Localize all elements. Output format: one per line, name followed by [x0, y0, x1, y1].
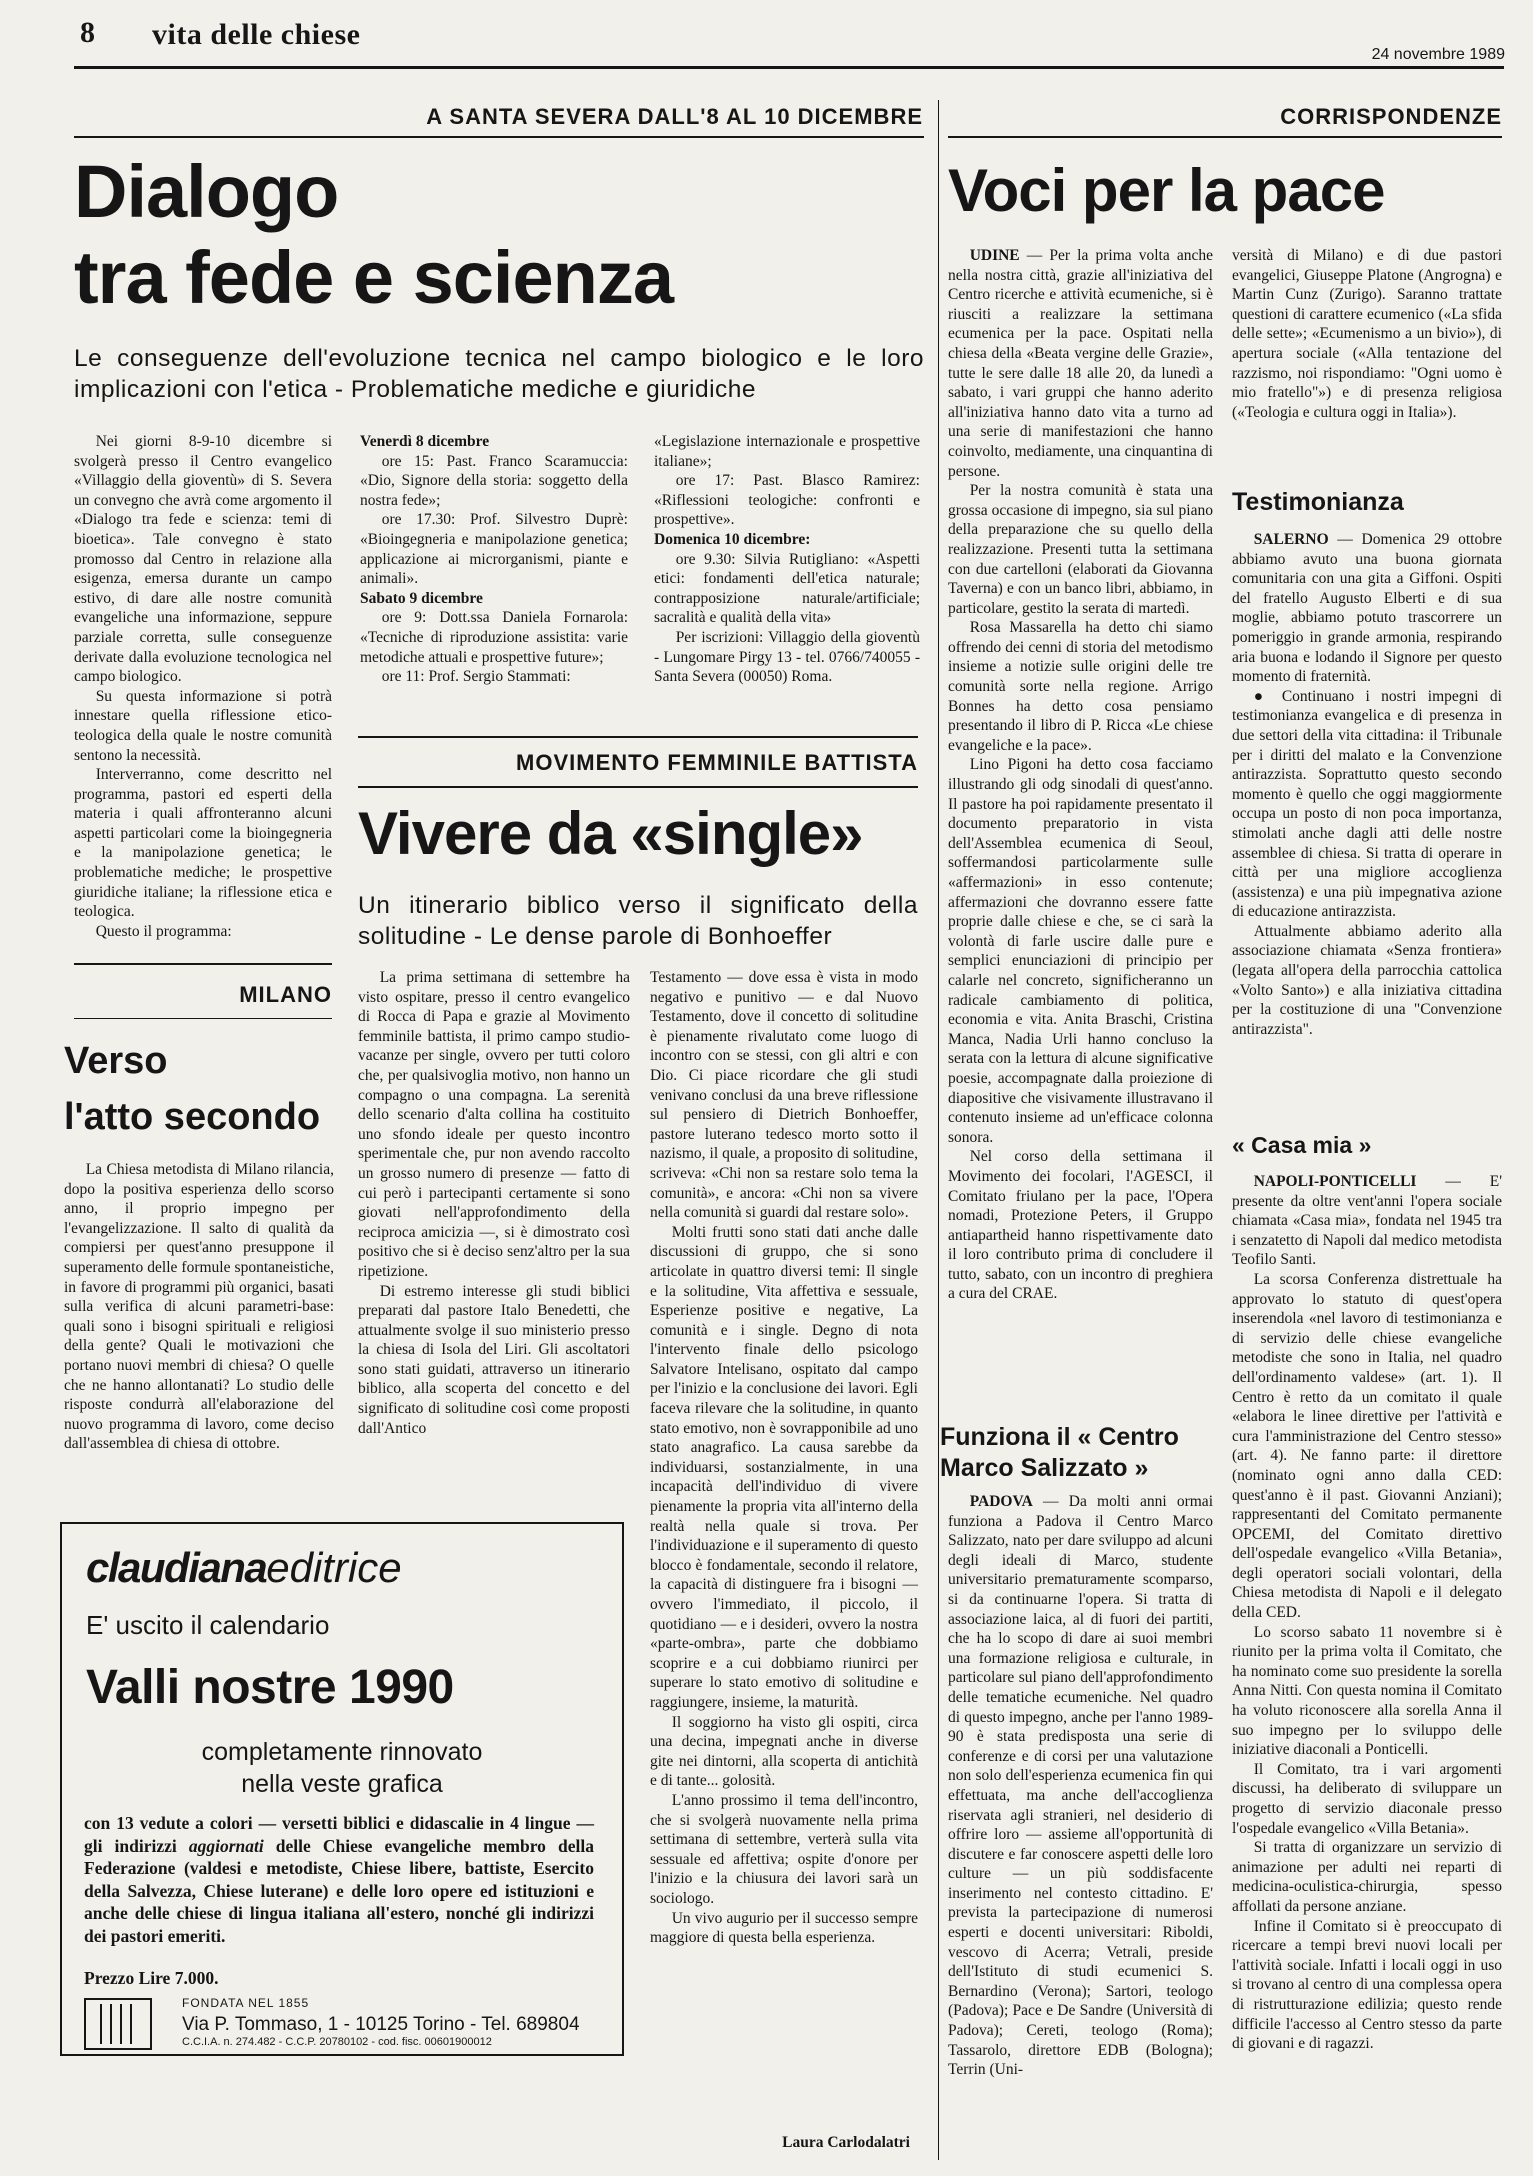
- ad-codes: C.C.I.A. n. 274.482 - C.C.P. 20780102 - cod. fisc. 00601900012: [182, 2036, 492, 2048]
- paragraph: Lino Pigoni ha detto cosa facciamo illustrando gli odg sinodali di quest'anno. Il pastore ha poi rapidamente presentato il documento preparatorio in vista dell'Assemblea ecumenica di Seoul, soffermandosi particolarmente sulle «affermazioni» in esso contenute; affermazioni che dovranno essere fatte proprie dalle chiese e che, se ci sarà la volontà di farle uscire dalle pure e semplici enunciazioni di principio per calarle nel concreto, significheranno un radicale cambiamento di politica, economia e vita. Anita Braschi, Cristina Manca, Nadia Urli hanno concluso la serata con la lettura di alcune significative poesie, accompagnate dalla proiezione di diapositive che visivamente illustravano il contenuto insieme ad un'efficace colonna sonora.: [948, 756, 1213, 1146]
- padova-title: Funziona il « Centro Marco Salizzato »: [940, 1423, 1179, 1482]
- program-item: ore 17.30: Prof. Silvestro Duprè: «Bioingegneria e manipolazione genetica; applicazione ai microrganismi, piante e animali».: [360, 511, 628, 588]
- program-day-heading: Sabato 9 dicembre: [360, 589, 483, 607]
- ad-headline: Valli nostre 1990: [86, 1661, 454, 1714]
- paragraph: Molti frutti sono stati dati anche dalle discussioni di gruppo, che si sono articolate in quattro diversi temi: Il single e la solitudine, Vita affettiva e sessuale, Esperienze positive e negative, La comunità e i single. Degno di nota l'intervento finale dello psicologo Salvatore Intelisano, ospitato dal campo per l'inizio e la conclusione dei lavori. Egli faceva rilevare che la solitudine, in quanto stato emotivo, non è sovrapponibile ad uno stato anagrafico. La causa sarebbe da individuarsi, sostanzialmente, in una incapacità dell'individuo di vivere pienamente la propria vita all'interno della realtà nella quale si trova. Per l'individuazione e il superamento di questo blocco è fondamentale, secondo il relatore, la capacità di distinguere fra i bisogni — ovvero l'immediato, il piccolo, il quotidiano — e i desideri, ovvero la nostra «parte-ombra», parte che dobbiamo scoprire e a cui dobbiamo riunirci per superare lo stato emotivo di solitudine e raggiungere, insieme, la maturità.: [650, 1223, 918, 1711]
- milano-body: [64, 1160, 334, 1454]
- paragraph: UDINE — Per la prima volta anche nella nostra città, grazie all'iniziativa del Centro ricerche e attività ecumeniche, si è riusciti a realizzare la settimana ecumenica per la pace. Ospitati nella chiesa della «Beata vergine delle Grazie», tutte le sere dalle 18 alle 20, da lunedì a sabato, i vari gruppi che hanno aderito all'iniziativa hanno dato vita a turno ad una serie di manifestazioni che hanno coinvolto, mediamente, una cinquantina di persone.: [948, 247, 1214, 480]
- dateline: NAPOLI-PONTICELLI: [1253, 1173, 1417, 1190]
- single-signature: Laura Carlodalatri: [782, 2134, 910, 2151]
- ad-logo-stroke: [110, 2004, 112, 2044]
- paragraph: Per la nostra comunità è stata una grossa occasione di impegno, sia sul piano della preparazione che su quello della realizzazione. Presenti tutta la settimana con due cartelloni (elaborati da Giovanna Taverna) e con un banco libri, abbiamo, in particolare, gestito la serata di martedì.: [948, 482, 1213, 617]
- paragraph: PADOVA — Da molti anni ormai funziona a Padova il Centro Marco Salizzato, nato per dare sviluppo ad alcuni degli ideali di Marco, studente universitario prematuramente scomparso, si da continuarne l'opera. Si tratta di associazione laica, al di fuori dei partiti, che ha lo scopo di dare ai suoi membri una formazione religiosa e culturale, in particolare sul piano dell'approfondimento delle tematiche ecumeniche. Nel quadro di questo impegno, anche per l'anno 1989-90 è stata predisposta una serie di conferenze e di corsi per una valutazione non solo dell'esperienza ecumenica fin qui effettuata, ma anche dell'accoglienza riservata agli stranieri, nel desiderio di offrire loro — assieme all'opportunità di discutere e far conoscere aspetti delle loro culture — un più soddisfacente inserimento nel contesto cittadino. E' prevista la partecipazione di numerosi esperti e docenti universitari: Riboldi, vescovo di Acerra; Vetrali, preside dell'Istituto di studi ecumenici S. Bernardino (Verona); Sartori, teologo (Padova); Pace e De Sandre (Università di Padova); Cereti, teologo (Roma); Tassarolo, direttore EDB (Bologna); Terrin (Uni-: [948, 1493, 1213, 2079]
- paragraph: Su questa informazione si potrà innestare quella riflessione etico-teologica della quale le nostre comunità sentono la necessità.: [74, 687, 332, 764]
- paragraph: Il Comitato, tra i vari argomenti discussi, ha deliberato di sviluppare un progetto di servizio diaconale presso l'ospedale evangelico «Villa Betania».: [1232, 1760, 1502, 1837]
- paragraph: La Chiesa metodista di Milano rilancia, dopo la positiva esperienza dello scorso anno, il proprio impegno per l'evangelizzazione. Il salto di qualità da compiersi per quest'anno presuppone il superamento delle formule spontaneistiche, in favore di programmi più organici, basati sulla verifica di alcuni parametri-base: quali sono i bisogni spirituali e religiosi della gente? Quali le motivazioni che portano nuovi membri di chiesa? O quelle che ne hanno allontanati? Lo studio delle risposte condurrà all'elaborazione del nuovo programma di lavoro, come deciso dall'assemblea di chiesa di ottobre.: [64, 1161, 334, 1453]
- pace-col2: [1232, 246, 1502, 422]
- dialogo-kicker: A SANTA SEVERA DALL'8 AL 10 DICEMBRE: [426, 104, 923, 129]
- program-item: ore 11: Prof. Sergio Stammati:: [381, 668, 571, 686]
- ad-brand-bold: claudiana: [86, 1544, 267, 1591]
- paragraph: Testamento — dove essa è vista in modo negativo e punitivo — e dal Nuovo Testamento, dove il concetto di solitudine è pienamente rivalutato come luogo di incontro con se stessi, con gli altri e con Dio. Ci piace ricordare che gli studi venivano conclusi da una breve riflessione sul pensiero di Dietrich Bonhoeffer, pastore luterano tedesco morto sotto il nazismo, il quale, a proposito di solitudine, scriveva: «Chi non sa restare solo tema la comunità», e ancora: «Chi non sa vivere nella comunità si guardi dal restare solo».: [650, 969, 918, 1222]
- ad-brand: [86, 1544, 402, 1592]
- column-divider: [938, 100, 939, 2160]
- ad-logo-stroke: [120, 2004, 122, 2044]
- paragraph: Infine il Comitato si è preoccupato di ricercare a tempi brevi nuovi locali per l'attività sociale. Infatti i locali oggi in uso si trovano al centro di una complessa opera di ristrutturazione edilizia; questo rende difficile l'accesso al Centro stesso da parte di giovani e di ragazzi.: [1232, 1917, 1502, 2053]
- single-top-rule: [358, 736, 918, 738]
- dialogo-title-line2: tra fede e scienza: [74, 236, 673, 319]
- dialogo-subtitle: Le conseguenze dell'evoluzione tecnica nel campo biologico e le loro implicazioni con l'etica - Problematiche mediche e giuridiche: [74, 345, 924, 403]
- page-number: 8: [80, 16, 95, 49]
- dialogo-col1: [74, 432, 332, 941]
- paragraph: Questo il programma:: [95, 922, 232, 940]
- casa-mia-title: « Casa mia »: [1232, 1132, 1372, 1158]
- paragraph: Nel corso della settimana il Movimento dei focolari, l'AGESCI, il Comitato friulano per la pace, l'Opera nomadi, Protezione Peters, il Gruppo antiapartheid hanno rispettivamente dato il loro contributo prima di concludere il tutto, sabato, con un incontro di preghiera a cura del CRAE.: [948, 1148, 1213, 1303]
- single-col1: [358, 968, 630, 1438]
- dateline: PADOVA: [969, 1493, 1033, 1510]
- ad-line3: nella veste grafica: [241, 1770, 443, 1798]
- program-day-heading: Venerdì 8 dicembre: [360, 433, 490, 450]
- pace-title: Voci per la pace: [948, 157, 1385, 224]
- paragraph: Rosa Massarella ha detto chi siamo offrendo dei cenni di storia del metodismo insieme a notizie sulle origini delle tre comunità sorte nella regione. Arrigo Bonnes ha detto cosa pensiamo presentando il libro di P. Ricca «Le chiese evangeliche e la pace».: [948, 619, 1213, 754]
- ad-logo-frame: [84, 1998, 152, 2050]
- paragraph: Attualmente abbiamo aderito alla associazione chiamata «Senza frontiera» (legata all'opera della parrocchia cattolica «Volto Santo») e alla iniziativa cittadina per la costituzione di una "Convenzione antirazzista".: [1232, 922, 1502, 1038]
- single-col2: [650, 968, 918, 1948]
- milano-rule: [74, 1018, 332, 1019]
- milano-top-rule: [74, 963, 332, 965]
- ad-logo-stroke: [100, 2004, 102, 2044]
- paragraph: SALERNO — Domenica 29 ottobre abbiamo avuto una buona giornata comunitaria con una gita a Giffoni. Ospiti del fratello Augusto Elberti e di sua moglie, abbiamo potuto trascorrere un pomeriggio in grande armonia, respirando aria buona e lodando il Signore per questo momento di fraternità.: [1232, 531, 1502, 686]
- paragraph: versità di Milano) e di due pastori evangelici, Giuseppe Platone (Angrogna) e Martin Cunz (Zurigo). Saranno trattate questioni di carattere ecumenico («La sfida delle sette»; «Ecumenismo a un bivio»), di apertura sociale («Alla tentazione del razzismo, noi rispondiamo: "Ogni uomo è mio fratello"») e di presenza religiosa («Teologia e cultura oggi in Italia»).: [1232, 247, 1502, 421]
- pace-kicker: CORRISPONDENZE: [1280, 104, 1502, 129]
- paragraph: Interverranno, come descritto nel programma, pastori ed esperti della materia i quali affronteranno alcuni aspetti particolari come la bioingegneria e la manipolazione genetica; le problematiche mediche; le prospettive giuridiche italiane; la riflessione etica e teologica.: [74, 766, 332, 921]
- program-item: ore 9.30: Silvia Rutigliano: «Aspetti etici: fondamenti dell'etica naturale; contrapposizione naturale/artificiale; sacralità e qualità della vita»: [654, 550, 920, 627]
- ad-price: Prezzo Lire 7.000.: [84, 1968, 219, 1988]
- claudiana-ad: [60, 1522, 624, 2056]
- single-title: Vivere da «single»: [358, 800, 863, 867]
- paragraph: Nei giorni 8-9-10 dicembre si svolgerà presso il Centro evangelico «Villaggio della gioventù» di S. Severa un convegno che avrà come argomento il «Dialogo tra fede e scienza: temi di bioetica». Tale convegno è stato promosso dal Centro in relazione alla esigenza, emersa durante un campo estivo, di dare alle nostre comunità evangeliche una informazione, seppure parziale corretta, sulle conseguenze derivate dalla evoluzione tecnologica nel campo biologico.: [74, 433, 332, 686]
- paragraph: Il soggiorno ha visto gli ospiti, circa una decina, impegnati anche in diverse gite nei dintorni, alla scoperta di antichità e di tante... golosità.: [650, 1713, 918, 1790]
- testimonianza-title: Testimonianza: [1232, 488, 1404, 516]
- dialogo-col3: [654, 432, 920, 687]
- dialogo-col2: [360, 432, 628, 687]
- testimonianza-body: [1232, 530, 1502, 1039]
- ad-address: Via P. Tommaso, 1 - 10125 Torino - Tel. 689804: [182, 2014, 580, 2035]
- paragraph: Di estremo interesse gli studi biblici preparati dal pastore Italo Benedetti, che attualmente svolge il suo ministerio presso la chiesa di Isola del Liri. Gli ascoltatori sono stati guidati, attraverso un itinerario biblico, alla scoperta del concetto e del significato di solitudine così come proposti dall'Antico: [358, 1282, 630, 1437]
- padova-body: [948, 1492, 1213, 2080]
- program-item: «Legislazione internazionale e prospettive italiane»;: [654, 433, 920, 470]
- paragraph: La scorsa Conferenza distrettuale ha approvato lo statuto di quest'opera inserendola «nel lavoro di testimonianza e di servizio delle chiese evangeliche metodiste che sono in Italia, nel quadro dell'ordinamento valdese» (art. 1). Il Centro è retto da un comitato il quale «elabora le linee direttive per l'attività e cura l'amministrazione del Centro stesso» (art. 4). Ne fanno parte: il direttore (nominato ogni anno dalla CED: quest'anno è il past. Giovanni Anziani); rappresentanti del Comitato permanente OPCEMI, del Comitato direttivo dell'ospedale evangelico «Villa Betania», degli operatori sociali volontari, della Chiesa metodista di Napoli e il delegato della CED.: [1232, 1270, 1502, 1622]
- paragraph: NAPOLI-PONTICELLI — E' presente da oltre vent'anni l'opera sociale chiamata «Casa mia», fondata nel 1945 tra i senzatetto di Napoli dal medico metodista Teofilo Santi.: [1232, 1173, 1502, 1269]
- issue-date: 24 novembre 1989: [1371, 46, 1505, 63]
- ad-line2: completamente rinnovato: [201, 1738, 483, 1766]
- paragraph: ● Continuano i nostri impegni di testimonianza evangelica e di presenza in due settori della vita cittadina: il Tribunale per i diritti del malato e la Convenzione antirazzista. Soprattutto questo secondo momento è quello che oggi maggiormente occupa un posto di non poca importanza, stimolati anche dagli atti delle nostre assemblee di chiesa. Si tratta di operare in città per una migliore accoglienza (assistenza) e una più impegnativa azione di educazione antirazzista.: [1232, 687, 1502, 921]
- program-item: ore 17: Past. Blasco Ramirez: «Riflessioni teologiche: confronti e prospettive».: [654, 472, 920, 529]
- dialogo-title-line1: Dialogo: [74, 150, 339, 233]
- ad-founded: FONDATA NEL 1855: [182, 1996, 310, 2010]
- pace-col1: [948, 246, 1213, 1304]
- milano-kicker: MILANO: [239, 982, 332, 1007]
- section-title: vita delle chiese: [152, 18, 361, 51]
- dateline: SALERNO: [1253, 531, 1329, 548]
- pace-top-rule: [948, 136, 1502, 138]
- ad-description: con 13 vedute a colori — versetti biblici e didascalie in 4 lingue — gli indirizzi aggiornati delle Chiese evangeliche membro della Federazione (valdesi e metodiste, Chiese libere, battiste, Esercito della Salvezza, Chiese luterane) e delle loro opere ed istituzioni e anche delle chiese di lingua italiana all'estero, nonché gli indirizzi dei pastori emeriti.: [84, 1813, 594, 1946]
- paragraph: Lo scorso sabato 11 novembre si è riunito per la prima volta il Comitato, che ha nominato come suo presidente la sorella Anna Nitti. Con questa nomina il Comitato ha voluto riconoscere alla sorella Anna il suo impegno per lo sviluppo delle iniziative diaconali a Ponticelli.: [1232, 1623, 1502, 1759]
- ad-brand-light: editrice: [266, 1544, 402, 1591]
- single-subtitle: Un itinerario biblico verso il significato della solitudine - Le dense parole di Bonhoeffer: [358, 892, 918, 950]
- ad-line1: E' uscito il calendario: [86, 1610, 330, 1640]
- milano-title-line2: l'atto secondo: [64, 1096, 321, 1138]
- paragraph: Si tratta di organizzare un servizio di animazione per adulti nei reparti di medicina-oculistica-chirurgia, spesso affollati da persone anziane.: [1232, 1839, 1502, 1915]
- dialogo-top-rule: [74, 136, 924, 138]
- paragraph: L'anno prossimo il tema dell'incontro, che si svolgerà nuovamente nella prima settimana di settembre, verterà sulla vita sessuale ed affettiva; ospite d'onore per l'inizio e la chiusura dei lavori sarà un sociologo.: [650, 1791, 918, 1907]
- header-rule: [74, 66, 1504, 69]
- ad-logo-stroke: [130, 2004, 132, 2044]
- casa-mia-body: [1232, 1172, 1502, 2054]
- milano-title-line1: Verso: [64, 1040, 168, 1082]
- single-kicker: MOVIMENTO FEMMINILE BATTISTA: [516, 750, 918, 775]
- paragraph: La prima settimana di settembre ha visto ospitare, presso il centro evangelico di Rocca di Papa e grazie al Movimento femminile battista, il primo campo studio-vacanze per single, ovvero per tutti coloro che, per qualsivoglia motivo, non hanno un compagno o una compagna. La serenità dello scenario d'alta collina ha costituito uno sfondo ideale per questo incontro sperimentale che, pur non avendo raccolto un grosso numero di presenze — fatto di cui però i partecipanti certamente si sono giovati nell'approfondimento della reciproca amicizia —, si è dimostrato così positivo che si è deciso senz'altro per la sua ripetizione.: [358, 969, 630, 1280]
- single-rule: [358, 786, 918, 788]
- program-item: ore 15: Past. Franco Scaramuccia: «Dio, Signore della storia: soggetto della nostra fede»;: [360, 452, 628, 509]
- program-day-heading: Domenica 10 dicembre:: [654, 530, 811, 548]
- paragraph: Un vivo augurio per il successo sempre maggiore di questa bella esperienza.: [650, 1909, 918, 1947]
- dateline: UDINE: [969, 247, 1020, 264]
- registration-info: Per iscrizioni: Villaggio della gioventù - Lungomare Pirgy 13 - tel. 0766/740055 - Santa Severa (00050) Roma.: [654, 628, 920, 686]
- program-item: ore 9: Dott.ssa Daniela Fornarola: «Tecniche di riproduzione assistita: varie metodiche attuali e prospettive future»;: [360, 609, 628, 666]
